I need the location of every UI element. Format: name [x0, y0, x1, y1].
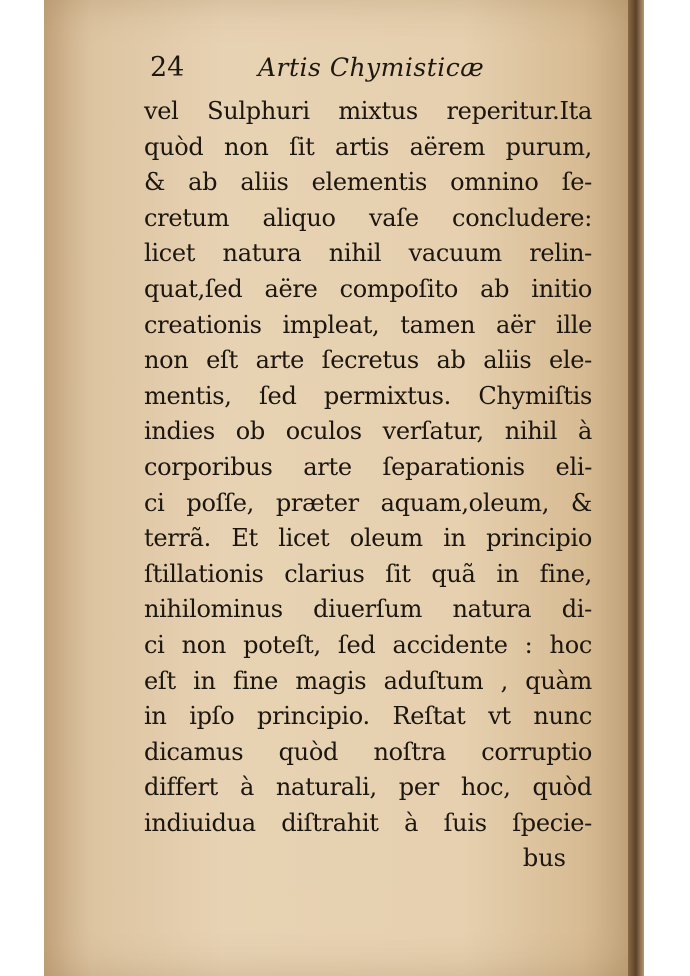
page-edge-binding [628, 0, 644, 976]
text-line: nihilominus diuerſum natura di- [144, 595, 592, 624]
catchword: bus [522, 844, 566, 873]
text-line: quat,ſed aëre compoſito ab initio [144, 274, 592, 303]
text-line: in ipſo principio. Reſtat vt nunc [144, 702, 592, 731]
text-line: quòd non ſit artis aërem purum, [144, 132, 592, 161]
text-line: creationis impleat, tamen aër ille [144, 310, 592, 339]
text-line: mentis, ſed permixtus. Chymiſtis [144, 381, 592, 410]
text-line: terrã. Et licet oleum in principio [144, 524, 592, 553]
page-number: 24 [150, 52, 185, 83]
text-line: ci non poteſt, ſed accidente : hoc [144, 630, 592, 659]
text-line: & ab aliis elementis omnino ſe- [144, 168, 592, 197]
text-line: differt à naturali, per hoc, quòd [144, 773, 592, 802]
text-line: corporibus arte ſeparationis eli- [144, 452, 592, 481]
running-title: Artis Chymisticæ [258, 53, 485, 82]
body-text [144, 94, 592, 877]
page-header [150, 46, 590, 90]
text-line: eſt in fine magis aduſtum , quàm [144, 666, 592, 695]
text-line: ci poſſe, præter aquam,oleum, & [144, 488, 592, 517]
text-line: dicamus quòd noſtra corruptio [144, 737, 592, 766]
text-line: vel Sulphuri mixtus reperitur.Ita [144, 97, 592, 125]
text-line: indiuidua diſtrahit à ſuis ſpecie- [144, 808, 592, 837]
text-line: cretum aliquo vaſe concludere: [144, 203, 592, 232]
text-line: licet natura nihil vacuum relin- [144, 239, 592, 268]
text-line: indies ob oculos verſatur, nihil à [144, 417, 592, 446]
text-line: ſtillationis clarius ſit quã in fine, [144, 559, 592, 588]
text-line: non eſt arte ſecretus ab aliis ele- [144, 346, 592, 375]
